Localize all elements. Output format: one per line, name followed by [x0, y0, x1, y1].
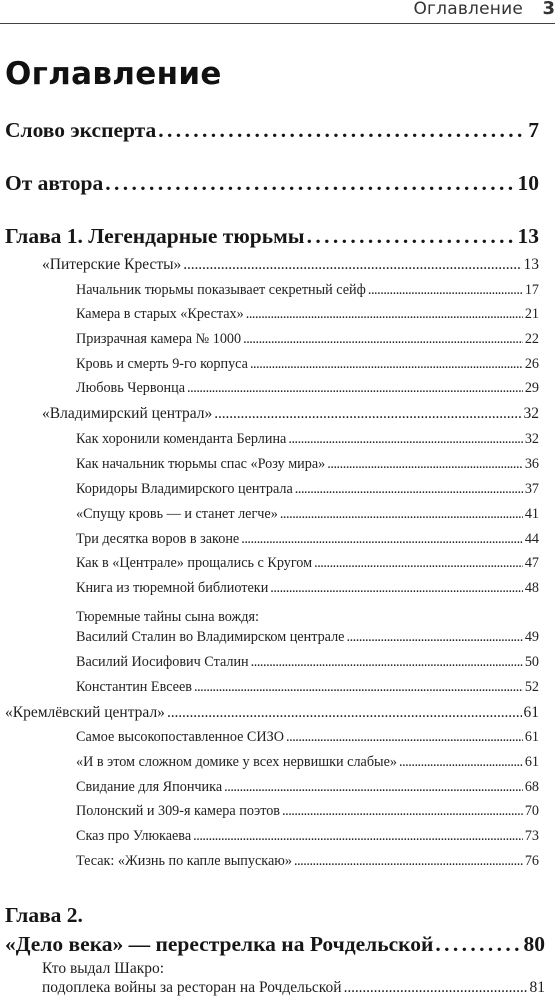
toc-entry-page: 76 — [524, 853, 539, 869]
dot-leader — [194, 679, 523, 696]
toc-entry-item[interactable] — [76, 531, 539, 548]
toc-entry-page: 52 — [524, 679, 539, 695]
toc-entry-title: От автора — [5, 171, 104, 195]
toc-entry-page: 32 — [524, 431, 539, 447]
dot-leader — [344, 979, 528, 997]
running-header-title: Оглавление — [413, 0, 523, 19]
toc-entry-title-line-1: Тюремные тайны сына вождя: — [76, 609, 259, 625]
toc-entry-title: «Питерские Кресты» — [42, 256, 182, 273]
dot-leader — [224, 779, 523, 796]
toc-entry-item[interactable] — [76, 853, 539, 870]
toc-entry-item[interactable] — [76, 828, 539, 845]
toc-entry-page: 61 — [523, 704, 539, 721]
toc-entry-item[interactable] — [76, 456, 539, 473]
toc-entry-title: Как начальник тюрьмы спас «Розу мира» — [76, 456, 326, 472]
dot-leader — [399, 754, 523, 771]
toc-entry-item[interactable] — [76, 380, 539, 397]
toc-entry-item[interactable] — [76, 331, 539, 348]
dot-leader — [214, 405, 521, 423]
dot-leader — [288, 431, 522, 448]
toc-entry-page: 17 — [524, 282, 539, 298]
toc-entry-title: «Владимирский централ» — [42, 405, 213, 422]
toc-entry-page: 32 — [523, 405, 539, 422]
toc-entry-page: 73 — [524, 828, 539, 844]
toc-entry-page: 29 — [524, 380, 539, 396]
dot-leader — [193, 828, 523, 845]
toc-entry-title: Коридоры Владимирского централа — [76, 481, 293, 497]
toc-entry-title-line-1: Глава 2. — [5, 903, 83, 927]
toc-entry-title: Самое высокопоставленное СИЗО — [76, 729, 284, 745]
toc-entry-kresty[interactable] — [42, 256, 539, 274]
toc-entry-item[interactable] — [76, 654, 539, 671]
toc-entry-shakro[interactable] — [42, 960, 545, 997]
toc-entry-stalin-son[interactable] — [76, 609, 539, 646]
toc-entry-page: 13 — [517, 224, 539, 248]
toc-entry-page: 10 — [517, 171, 539, 195]
dot-leader — [327, 456, 523, 473]
toc-entry-title: Свидание для Япончика — [76, 779, 223, 795]
dot-leader — [307, 224, 516, 249]
toc-entry-kremlin[interactable] — [5, 704, 539, 722]
toc-entry-page: 22 — [524, 331, 539, 347]
toc-entry-title: Сказ про Улюкаева — [76, 828, 192, 844]
toc-entry-title-line-2: «Дело века» — перестрелка на Рочдельской — [5, 932, 434, 956]
toc-entry-item[interactable] — [76, 356, 539, 373]
toc-entry-title: Камера в старых «Крестах» — [76, 306, 244, 322]
toc-entry-item[interactable] — [76, 481, 539, 498]
running-header — [0, 0, 555, 24]
toc-entry-chapter-1[interactable] — [5, 224, 539, 249]
toc-entry-item[interactable] — [76, 431, 539, 448]
toc-entry-item[interactable] — [76, 306, 539, 323]
toc-entry-page: 21 — [524, 306, 539, 322]
toc-entry-page: 61 — [524, 729, 539, 745]
toc-entry-chapter-2[interactable] — [5, 903, 545, 957]
toc-entry-title: Любовь Червонца — [76, 380, 186, 396]
toc-entry-page: 68 — [524, 779, 539, 795]
dot-leader — [314, 555, 523, 572]
toc-entry-title-line-2: подоплека войны за ресторан на Рочдельской — [42, 979, 342, 996]
dot-leader — [280, 506, 523, 523]
toc-entry-page: 70 — [524, 803, 539, 819]
toc-entry-title: Начальник тюрьмы показывает секретный сейф — [76, 282, 366, 298]
toc-entry-page: 80 — [523, 932, 545, 956]
toc-entry-page: 41 — [524, 506, 539, 522]
dot-leader — [286, 729, 523, 746]
toc-entry-page: 81 — [529, 979, 545, 996]
toc-entry-vladimir[interactable] — [42, 405, 539, 423]
toc-entry-page: 48 — [524, 580, 539, 596]
dot-leader — [241, 531, 523, 548]
toc-entry-item[interactable] — [76, 754, 539, 771]
toc-entry-foreword[interactable] — [5, 118, 539, 143]
toc-entry-second-line — [76, 629, 539, 646]
toc-entry-second-line — [5, 932, 545, 957]
toc-entry-page: 37 — [524, 481, 539, 497]
dot-leader — [167, 704, 522, 722]
toc-entry-title-line-1: Кто выдал Шакро: — [42, 960, 165, 977]
page-title: Оглавление — [5, 56, 222, 92]
dot-leader — [250, 356, 523, 373]
toc-entry-title: Как хоронили коменданта Берлина — [76, 431, 287, 447]
toc-entry-page: 49 — [524, 629, 539, 645]
toc-entry-page: 26 — [524, 356, 539, 372]
dot-leader — [294, 853, 523, 870]
toc-entry-item[interactable] — [76, 779, 539, 796]
toc-entry-title: Василий Иосифович Сталин — [76, 654, 249, 670]
toc-entry-title: Призрачная камера № 1000 — [76, 331, 242, 347]
dot-leader — [295, 481, 523, 498]
toc-entry-item[interactable] — [76, 803, 539, 820]
toc-entry-page: 44 — [524, 531, 539, 547]
toc-entry-item[interactable] — [76, 555, 539, 572]
dot-leader — [243, 331, 523, 348]
dot-leader — [282, 803, 523, 820]
toc-entry-second-line — [42, 979, 545, 997]
toc-entry-title: Как в «Централе» прощались с Кругом — [76, 555, 313, 571]
toc-entry-item[interactable] — [76, 282, 539, 299]
running-header-page-number: 3 — [542, 0, 555, 19]
toc-entry-page: 47 — [524, 555, 539, 571]
toc-entry-item[interactable] — [76, 580, 539, 597]
toc-entry-title: Глава 1. Легендарные тюрьмы — [5, 224, 305, 248]
dot-leader — [270, 580, 523, 597]
dot-leader — [158, 118, 526, 143]
toc-entry-page: 13 — [523, 256, 539, 273]
toc-entry-title: «Спущу кровь — и станет легче» — [76, 506, 278, 522]
dot-leader — [251, 654, 523, 671]
toc-entry-title: Тесак: «Жизнь по капле выпускаю» — [76, 853, 292, 869]
toc-entry-title: Кровь и смерть 9-го корпуса — [76, 356, 248, 372]
dot-leader — [368, 282, 523, 299]
toc-entry-item[interactable] — [76, 506, 539, 523]
toc-entry-title: Константин Евсеев — [76, 679, 192, 695]
toc-entry-title-line-2: Василий Сталин во Владимирском централе — [76, 629, 345, 645]
dot-leader — [183, 256, 521, 274]
toc-entry-title: Слово эксперта — [5, 118, 157, 142]
dot-leader — [346, 629, 522, 646]
dot-leader — [105, 171, 515, 196]
toc-entry-page: 50 — [524, 654, 539, 670]
toc-entry-page: 7 — [528, 118, 539, 142]
toc-entry-title: Три десятка воров в законе — [76, 531, 240, 547]
toc-entry-item[interactable] — [76, 679, 539, 696]
toc-entry-page: 61 — [524, 754, 539, 770]
toc-entry-title: «И в этом сложном домике у всех нервишки слабые» — [76, 754, 397, 770]
toc-entry-title: Полонский и 309-я камера поэтов — [76, 803, 281, 819]
dot-leader — [435, 932, 521, 957]
toc-entry-from-author[interactable] — [5, 171, 539, 196]
dot-leader — [187, 380, 523, 397]
toc-entry-title: Книга из тюремной библиотеки — [76, 580, 269, 596]
toc-entry-page: 36 — [524, 456, 539, 472]
toc-entry-item[interactable] — [76, 729, 539, 746]
dot-leader — [246, 306, 523, 323]
toc-entry-title: «Кремлёвский централ» — [5, 704, 165, 721]
